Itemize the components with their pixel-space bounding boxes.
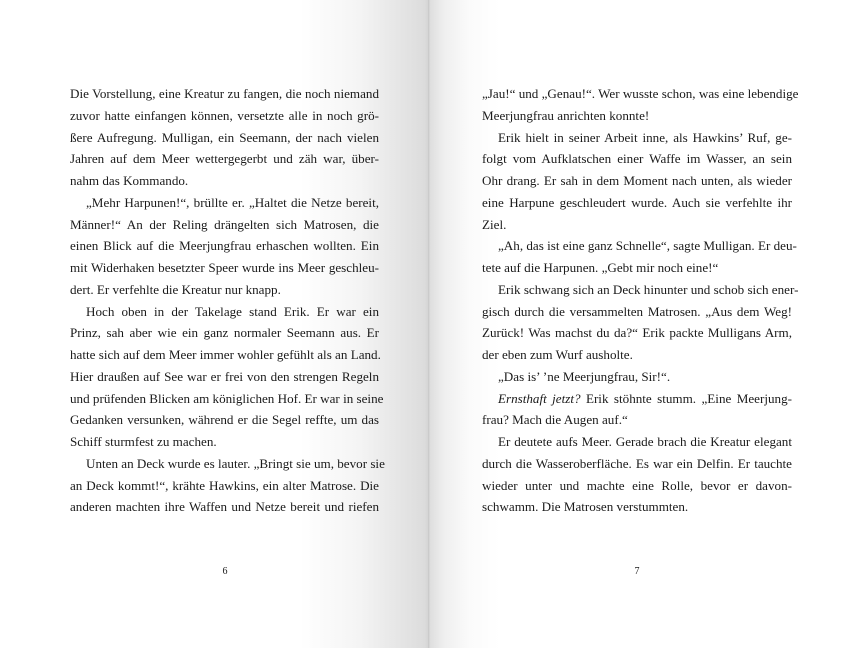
text-line: Erik schwang sich an Deck hinunter und schob sich ener-	[498, 281, 799, 297]
text-line: gisch durch die versammelten Matrosen. „Aus dem Weg!	[482, 303, 792, 319]
text-line: der eben zum Wurf ausholte.	[482, 347, 633, 362]
text-line: Ziel.	[482, 216, 507, 232]
text-line: Unten an Deck wurde es lauter. „Bringt sie um, bevor sie	[86, 455, 385, 471]
text-line: folgt vom Aufklatschen einer Waffe im Wasser, an sein	[482, 151, 792, 167]
text-line: anderen machten ihre Waffen und Netze bereit und riefen	[70, 499, 379, 515]
left-page-text	[70, 83, 385, 518]
text-line: Erik hielt in seiner Arbeit inne, als Hawkins’ Ruf, ge-	[498, 129, 792, 145]
text-line: „Das is’ ’ne Meerjungfrau, Sir!“.	[498, 368, 671, 384]
text-line: durch die Wasseroberfläche. Es war ein Delfin. Er tauchte	[482, 455, 792, 471]
right-page	[430, 0, 863, 648]
text-line: ßere Aufregung. Mulligan, ein Seemann, der nach vielen	[70, 129, 379, 145]
right-page-text	[482, 83, 799, 518]
text-line: „Jau!“ und „Genau!“. Wer wusste schon, was eine lebendige	[482, 86, 799, 101]
text-line: Hoch oben in der Takelage stand Erik. Er war ein	[86, 303, 379, 319]
text-line: Ohr drang. Er sah in dem Moment nach unten, als wieder	[482, 173, 792, 188]
text-line: Meerjungfrau anrichten konnte!	[482, 107, 650, 123]
text-line: „Ah, das ist eine ganz Schnelle“, sagte Mulligan. Er deu-	[498, 238, 797, 254]
text-line: nahm das Kommando.	[70, 173, 189, 188]
text-line: eine Harpune geschleudert wurde. Auch sie verfehlte ihr	[482, 194, 792, 210]
text-line: Jahren auf dem Meer wettergegerbt und zäh war, über-	[70, 151, 379, 167]
text-line: schwamm. Die Matrosen verstummten.	[482, 499, 689, 515]
text-line: Er deutete aufs Meer. Gerade brach die Kreatur elegant	[498, 434, 792, 449]
text-line: Gedanken versunken, während er die Segel reffte, um das	[70, 412, 379, 428]
text-line	[482, 388, 792, 410]
text-line: Zurück! Was machst du da?“ Erik packte Mulligans Arm,	[482, 325, 792, 341]
text-line: Hier draußen auf See war er frei von den strengen Regeln	[70, 368, 379, 384]
text-line: tete auf die Harpunen. „Gebt mir noch eine!“	[482, 260, 719, 275]
text-line: frau? Mach die Augen auf.“	[482, 412, 628, 428]
text-line: Die Vorstellung, eine Kreatur zu fangen, die noch niemand	[70, 86, 379, 101]
text-line: dert. Er verfehlte die Kreatur nur knapp.	[70, 281, 281, 297]
text-line: an Deck kommt!“, krähte Hawkins, ein alter Matrose. Die	[70, 477, 379, 493]
page-number-left: 6	[222, 566, 228, 577]
text-line: Männer!“ An der Reling drängelten sich Matrosen, die	[70, 216, 379, 232]
text-line: und prüfenden Blicken am königlichen Hof. Er war in seine	[70, 390, 384, 406]
text-line: wieder unter und machte eine Rolle, bevor er davon-	[482, 477, 792, 493]
text-line: Prinz, sah aber wie ein ganz normaler Seemann aus. Er	[70, 325, 379, 341]
text-line: hatte sich auf dem Meer immer wohler gefühlt als an Land.	[70, 347, 381, 362]
text-line: mit Widerhaken besetzter Speer wurde ins Meer geschleu-	[70, 260, 379, 275]
italic-phrase: Ernsthaft jetzt?	[498, 390, 581, 406]
text-line: Schiff sturmfest zu machen.	[70, 434, 217, 449]
text-line: „Mehr Harpunen!“, brüllte er. „Haltet die Netze bereit,	[86, 194, 379, 210]
page-number-right: 7	[634, 566, 640, 577]
text-line: zuvor hatte einfangen können, versetzte alle in noch grö-	[70, 107, 379, 123]
left-page	[0, 0, 430, 648]
text-line: einen Blick auf die Meerjungfrau erhaschen wollten. Ein	[70, 238, 379, 254]
text-line-rest: Erik stöhnte stumm. „Eine Meerjung-	[580, 390, 792, 406]
